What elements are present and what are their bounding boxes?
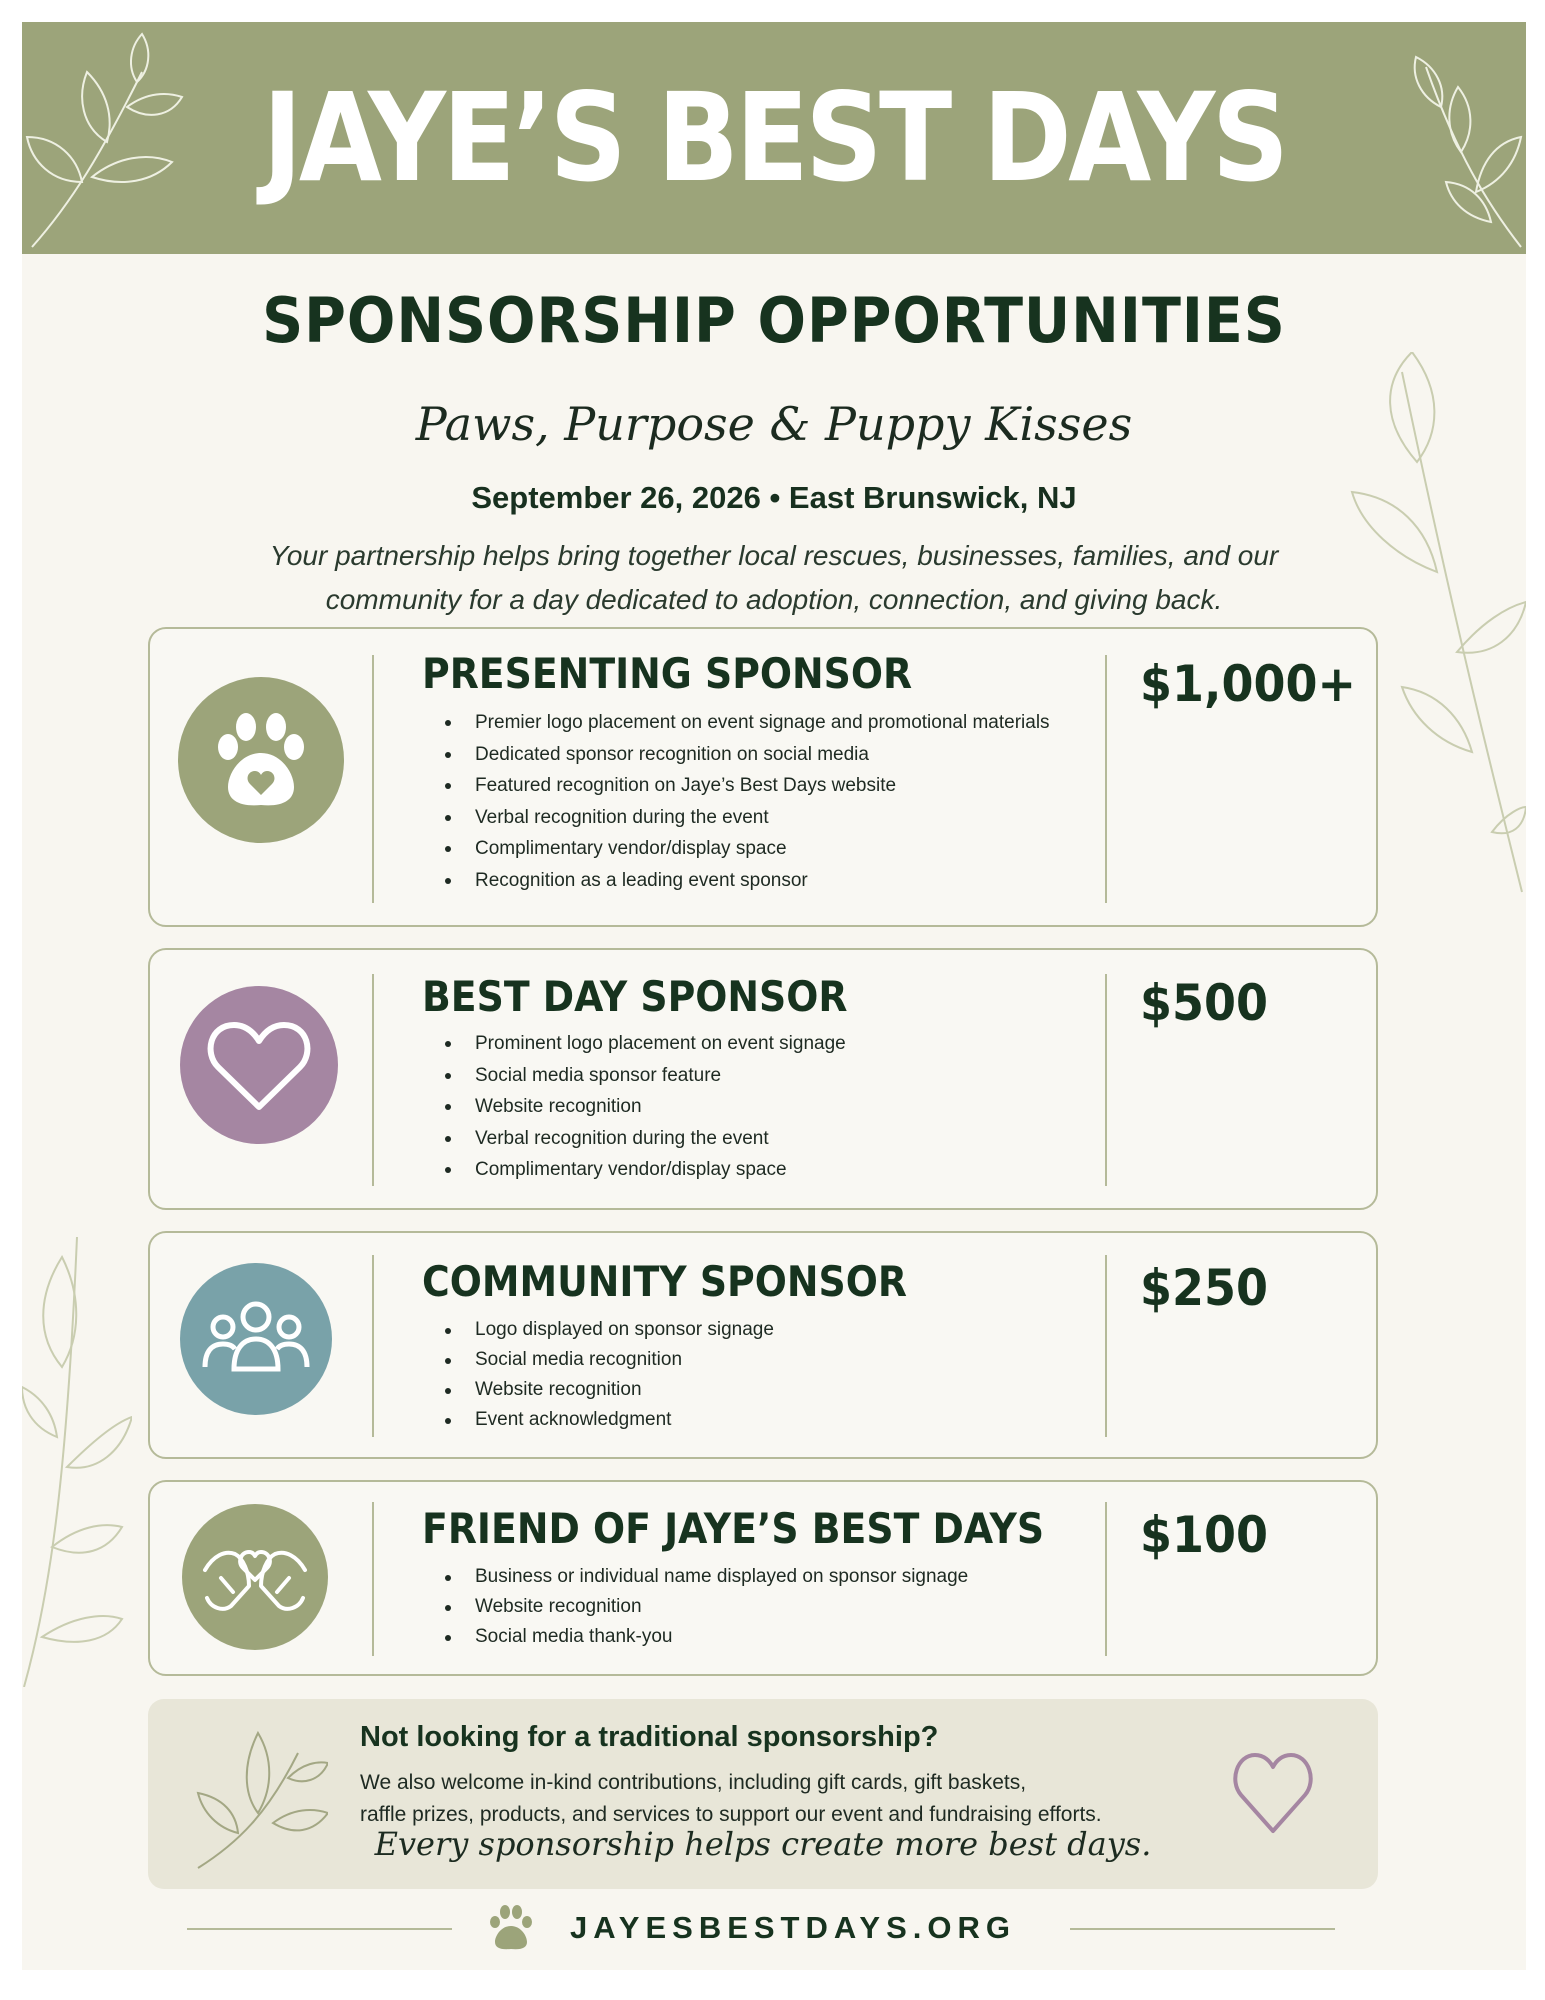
benefit-list xyxy=(445,707,1050,896)
benefit-item: Social media recognition xyxy=(445,1345,774,1375)
benefit-item: Complimentary vendor/display space xyxy=(445,1154,846,1186)
tier-price: $250 xyxy=(1140,1259,1269,1317)
footer-rule-left xyxy=(187,1928,452,1930)
leaf-branch-left-icon xyxy=(22,1237,132,1687)
hands-heart-icon xyxy=(199,1532,311,1622)
event-title: JAYE’S BEST DAYS xyxy=(262,67,1286,209)
benefit-list xyxy=(445,1315,774,1435)
tier-card-presenting xyxy=(148,627,1378,927)
card-divider-left xyxy=(372,1502,374,1656)
benefit-item: Verbal recognition during the event xyxy=(445,1123,846,1155)
benefit-item: Complimentary vendor/display space xyxy=(445,833,1050,865)
benefit-item: Prominent logo placement on event signage xyxy=(445,1028,846,1060)
card-divider-right xyxy=(1105,1255,1107,1437)
tier-price: $1,000+ xyxy=(1140,655,1357,713)
benefit-item: Website recognition xyxy=(445,1375,774,1405)
tier-card-community xyxy=(148,1231,1378,1459)
closing-script: Every sponsorship helps create more best days. xyxy=(374,1825,1152,1863)
tier-icon-circle xyxy=(180,986,338,1144)
tagline: Paws, Purpose & Puppy Kisses xyxy=(415,397,1133,451)
tier-name: COMMUNITY SPONSOR xyxy=(422,1257,907,1306)
tier-price: $100 xyxy=(1140,1506,1269,1564)
tier-card-friend xyxy=(148,1480,1378,1676)
paw-heart-icon xyxy=(206,705,316,815)
inkind-title: Not looking for a traditional sponsorship? xyxy=(360,1721,939,1753)
page-subtitle: SPONSORSHIP OPPORTUNITIES xyxy=(262,284,1286,357)
benefit-list xyxy=(445,1028,846,1186)
benefit-item: Recognition as a leading event sponsor xyxy=(445,865,1050,897)
heart-icon xyxy=(204,1015,314,1115)
inkind-line: raffle prizes, products, and services to support our event and fundraising efforts. xyxy=(360,1803,1102,1826)
benefit-item: Social media sponsor feature xyxy=(445,1060,846,1092)
footer-rule-right xyxy=(1070,1928,1335,1930)
header-banner xyxy=(22,22,1526,254)
benefit-item: Featured recognition on Jaye’s Best Days website xyxy=(445,770,1050,802)
benefit-item: Logo displayed on sponsor signage xyxy=(445,1315,774,1345)
card-divider-right xyxy=(1105,1502,1107,1656)
benefit-item: Event acknowledgment xyxy=(445,1405,774,1435)
benefit-item: Premier logo placement on event signage and promotional materials xyxy=(445,707,1050,739)
benefit-item: Website recognition xyxy=(445,1091,846,1123)
inkind-line: We also welcome in-kind contributions, including gift cards, gift baskets, xyxy=(360,1771,1027,1794)
tier-name: FRIEND OF JAYE’S BEST DAYS xyxy=(422,1504,1045,1553)
benefit-item: Verbal recognition during the event xyxy=(445,802,1050,834)
tier-name: BEST DAY SPONSOR xyxy=(422,972,848,1021)
benefit-item: Website recognition xyxy=(445,1592,968,1622)
tier-name: PRESENTING SPONSOR xyxy=(422,649,913,698)
card-divider-right xyxy=(1105,655,1107,903)
benefit-item: Business or individual name displayed on sponsor signage xyxy=(445,1562,968,1592)
card-divider-left xyxy=(372,1255,374,1437)
card-divider-left xyxy=(372,655,374,903)
paw-icon xyxy=(487,1904,535,1950)
intro-text: Your partnership helps bring together local rescues, businesses, families, and our community for a day dedicated to adoption, connection, and giving back. xyxy=(269,540,1279,615)
benefit-item: Dedicated sponsor recognition on social media xyxy=(445,739,1050,771)
inkind-text xyxy=(360,1767,1260,1831)
inkind-box xyxy=(148,1699,1378,1889)
tier-icon-circle xyxy=(178,677,344,843)
event-date-location: September 26, 2026 • East Brunswick, NJ xyxy=(471,480,1077,515)
tier-icon-circle xyxy=(180,1263,332,1415)
card-divider-left xyxy=(372,974,374,1186)
benefit-list xyxy=(445,1562,968,1652)
tier-icon-circle xyxy=(182,1504,328,1650)
people-group-icon xyxy=(201,1299,311,1379)
benefit-item: Social media thank-you xyxy=(445,1622,968,1652)
flyer-page xyxy=(22,22,1526,1970)
tier-card-best-day xyxy=(148,948,1378,1210)
tier-price: $500 xyxy=(1140,974,1269,1032)
website-link[interactable]: JAYESBESTDAYS.ORG xyxy=(570,1910,1016,1945)
card-divider-right xyxy=(1105,974,1107,1186)
